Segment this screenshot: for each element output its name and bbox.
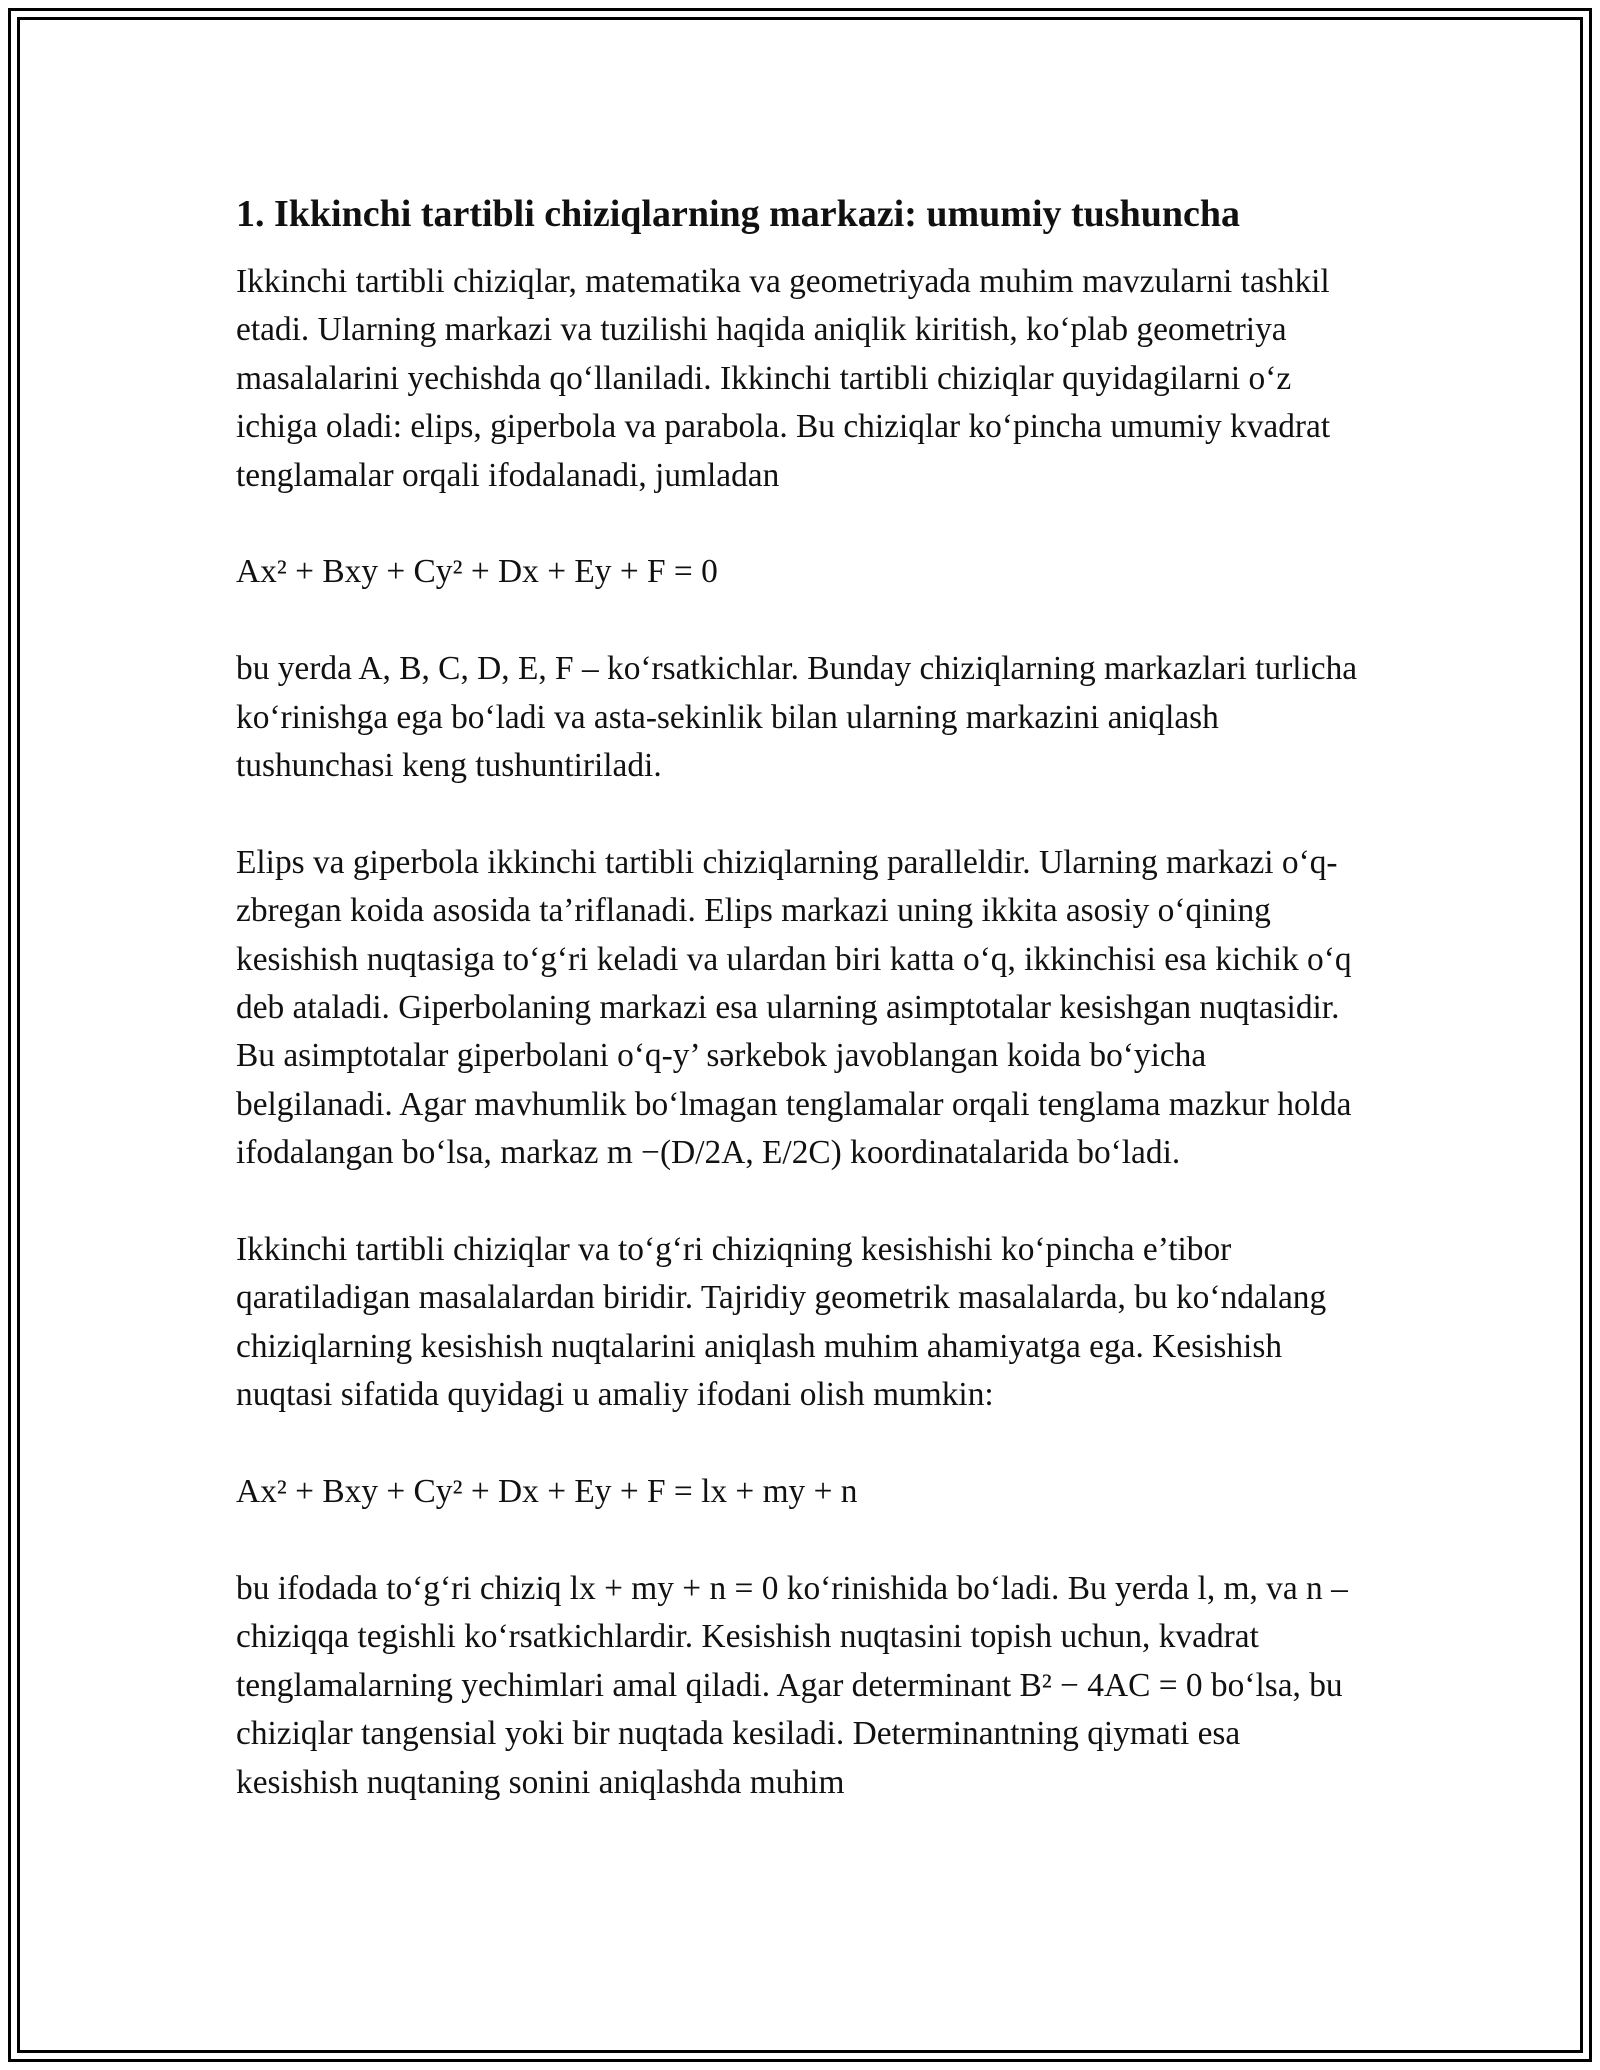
- paragraph-intersection: Ikkinchi tartibli chiziqlar va to‘g‘ri chiziqning kesishishi ko‘pincha e’tibor qaratiladigan masalalardan biridir. Tajridiy geometrik masalalarda, bu ko‘ndalang chiziqlarning kesishish nuqtalarini aniqlash muhim ahamiyatga ega. Kesishish nuqtasi sifatida quyidagi u amaliy ifodani olish mumkin:: [236, 1231, 1327, 1414]
- paragraph-ellipse-hyperbola: Elips va giperbola ikkinchi tartibli chiziqlarning paralleldir. Ularning markazi o‘q-zbregan koida asosida ta’riflanadi. Elips markazi uning ikkita asosiy o‘qining kesishish nuqtasiga to‘g‘ri keladi va ulardan biri katta o‘q, ikkinchisi esa kichik o‘q deb ataladi. Giperbolaning markazi esa ularning asimptotalar kesishgan nuqtasidir. Bu asimptotalar giperbolani o‘q-y’ sərkebok javoblangan koida bo‘yicha belgilanadi. Agar mavhumlik bo‘lmagan tenglamalar orqali tenglama mazkur holda ifodalangan bo‘lsa, markaz m −(D/2A, E/2C) koordinatalarida bo‘ladi.: [236, 843, 1352, 1172]
- paragraph-determinant: bu ifodada to‘g‘ri chiziq lx + my + n = 0 ko‘rinishida bo‘ladi. Bu yerda l, m, va n – chiziqqa tegishli ko‘rsatkichlardir. Kesishish nuqtasini topish uchun, kvadrat tenglamalarning yechimlari amal qiladi. Agar determinant B² − 4AC = 0 bo‘lsa, bu chiziqlar tangensial yoki bir nuqtada kesiladi. Determinantning qiymati esa kesishish nuqtaning sonini aniqlashda muhim: [236, 1569, 1348, 1801]
- paragraph-gap: [236, 500, 1366, 548]
- paragraph-coefficients: bu yerda A, B, C, D, E, F – ko‘rsatkichlar. Bunday chiziqlarning markazlari turlicha ko‘rinishga ega bo‘ladi va asta-sekinlik bilan ularning markazini aniqlash tushunchasi keng tushuntiriladi.: [236, 650, 1358, 785]
- paragraph-gap: [236, 1516, 1366, 1564]
- paragraph-gap: [236, 1178, 1366, 1226]
- equation-intersection: Ax² + Bxy + Cy² + Dx + Ey + F = lx + my + n: [236, 1473, 858, 1511]
- paragraph-gap: [236, 1420, 1366, 1468]
- equation-general: Ax² + Bxy + Cy² + Dx + Ey + F = 0: [236, 553, 718, 591]
- paragraph-gap: [236, 597, 1366, 645]
- paragraph-intro: Ikkinchi tartibli chiziqlar, matematika va geometriyada muhim mavzularni tashkil etadi. Ularning markazi va tuzilishi haqida aniqlik kiritish, ko‘plab geometriya masalalarini yechishda qo‘llaniladi. Ikkinchi tartibli chiziqlar quyidagilarni o‘z ichiga oladi: elips, giperbola va parabola. Bu chiziqlar ko‘pincha umumiy kvadrat tenglamalar orqali ifodalanadi, jumladan: [236, 263, 1331, 494]
- document-body: [236, 190, 1366, 1807]
- paragraph-gap: [236, 790, 1366, 838]
- section-heading: 1. Ikkinchi tartibli chiziqlarning markazi: umumiy tushuncha: [236, 193, 1240, 235]
